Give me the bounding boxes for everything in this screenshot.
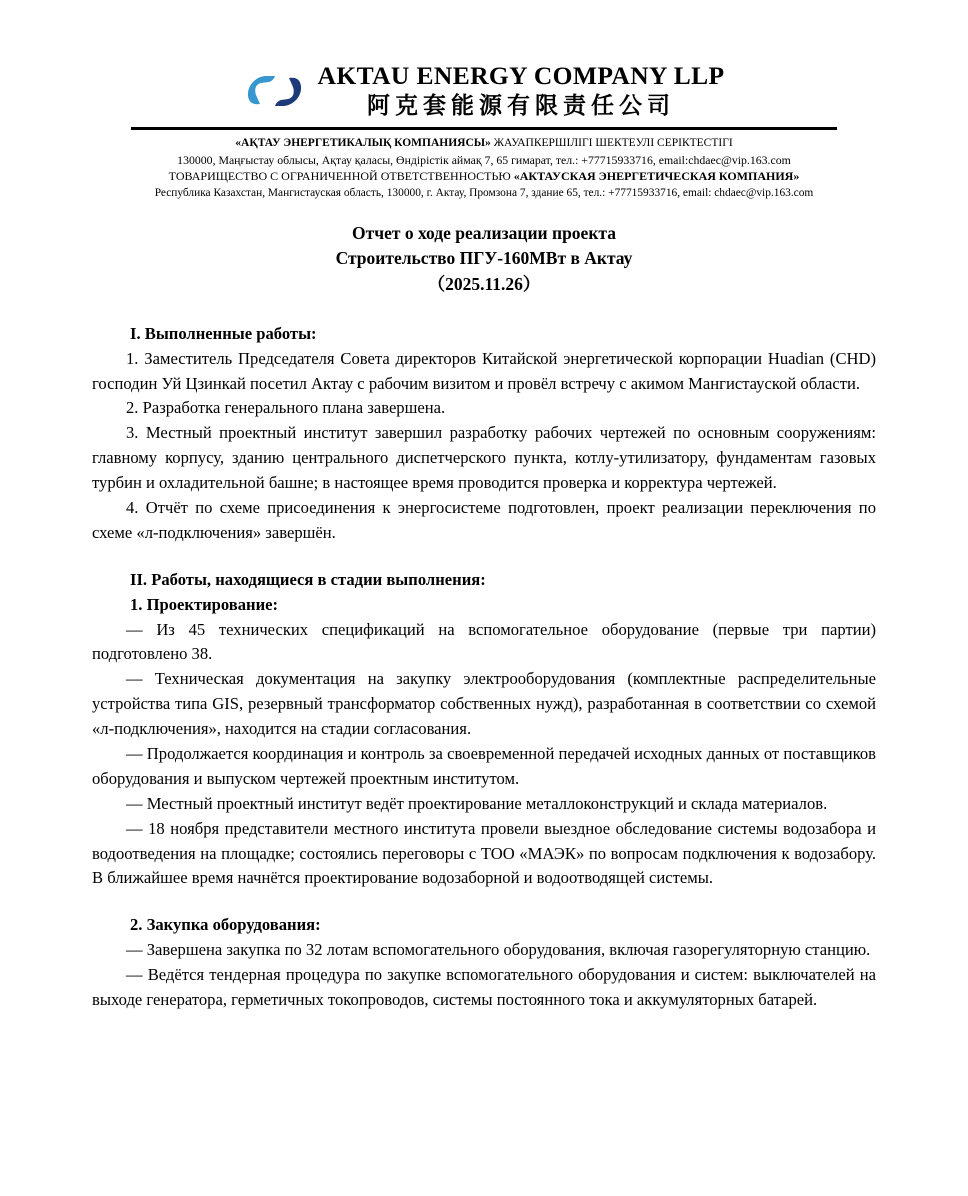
- section-2-sub-1-item-5: — 18 ноября представители местного института провели выездное обследование системы водозабора и водоотведения на площадке; состоялись переговоры с ТОО «МАЭК» по вопросам подключения к водозабору. В ближайшее время начнётся проектирование водозаборной и водоотводящей системы.: [92, 818, 876, 888]
- section-2-sub-1-item-4: — Местный проектный институт ведёт проектирование металлоконструкций и склада материалов.: [126, 793, 828, 813]
- document-title-date: （2025.11.26）: [427, 274, 541, 295]
- document-title-line-1: Отчет о ходе реализации проекта: [352, 222, 616, 243]
- section-1-item-2: 2. Разработка генерального плана завершена.: [126, 398, 446, 418]
- kazakh-company-bold: «АҚТАУ ЭНЕРГЕТИКАЛЫҚ КОМПАНИЯСЫ»: [235, 137, 491, 150]
- section-1-item-3: 3. Местный проектный институт завершил разработку рабочих чертежей по основным сооружениям: главному корпусу, зданию центрального диспетчерского пункта, котлу-утилизатору, фундаментам газовых турбин и охладительной башне; в настоящее время проводится проверка и корректура чертежей.: [92, 423, 876, 493]
- section-2-sub-1-item-3: — Продолжается координация и контроль за своевременной передачей исходных данных от поставщиков оборудования и выпуском чертежей проектным институтом.: [92, 744, 876, 788]
- letterhead-divider: [131, 127, 837, 130]
- letterhead-line-address-russian: Республика Казахстан, Мангистауская область, 130000, г. Актау, Промзона 7, здание 65, тел.: +77715933716, email: chdaec@vip.163.com: [154, 187, 814, 200]
- company-name-cn: 阿克套能源有限责任公司: [367, 92, 675, 118]
- spacer: [92, 546, 876, 568]
- letterhead-contact-block: [0, 135, 968, 201]
- letterhead-line-kazakh-name: [0, 135, 968, 151]
- document-title: [0, 221, 968, 298]
- letterhead-title-row: [0, 62, 968, 118]
- spacer: [92, 891, 876, 913]
- company-name-en: AKTAU ENERGY COMPANY LLP: [317, 61, 725, 90]
- section-2-sub-1-heading: 1. Проектирование:: [130, 594, 279, 614]
- section-2-sub-1-item-1: — Из 45 технических спецификаций на вспомогательное оборудование (первые три партии) подготовлено 38.: [92, 619, 876, 664]
- letterhead-line-address-kazakh: 130000, Маңғыстау облысы, Ақтау қаласы, Өндірістік аймақ 7, 65 гимарат, тел.: +77715933716, email:chdaec@vip.163.com: [177, 152, 791, 167]
- russian-company-plain: ТОВАРИЩЕСТВО С ОГРАНИЧЕННОЙ ОТВЕТСТВЕННОСТЬЮ: [168, 169, 514, 184]
- section-1-item-4: 4. Отчёт по схеме присоединения к энергосистеме подготовлен, проект реализации переключения по схеме «л-подключения» завершён.: [92, 497, 876, 542]
- letterhead: [0, 0, 968, 202]
- document-title-line-2: Строительство ПГУ-160МВт в Актау: [335, 248, 633, 269]
- section-2-sub-2-item-1: — Завершена закупка по 32 лотам вспомогательного оборудования, включая газорегуляторную станцию.: [126, 940, 871, 960]
- section-2-sub-2-item-2: — Ведётся тендерная процедура по закупке вспомогательного оборудования и систем: выключателей на выходе генератора, герметичных токопроводов, системы постоянного тока и аккумуляторных батарей.: [92, 965, 876, 1010]
- kazakh-company-rest: ЖАУАПКЕРШІЛІГІ ШЕКТЕУЛІ СЕРІКТЕСТІГІ: [490, 137, 733, 150]
- section-2-heading: II. Работы, находящиеся в стадии выполнения:: [130, 569, 486, 589]
- document-body: [0, 318, 968, 1013]
- section-1-item-1: 1. Заместитель Председателя Совета директоров Китайской энергетической корпорации Huadian (CHD) господин Уй Цзинкай посетил Актау с рабочим визитом и провёл встречу с акимом Мангистауской области.: [92, 348, 876, 393]
- aktau-energy-logo-icon: [244, 70, 304, 112]
- section-1-heading: I. Выполненные работы:: [130, 323, 317, 343]
- letterhead-company-names: [318, 62, 725, 118]
- letterhead-line-russian-name: [0, 168, 968, 185]
- section-2-sub-2-heading: 2. Закупка оборудования:: [130, 915, 321, 935]
- russian-company-bold: «АКТАУСКАЯ ЭНЕРГЕТИЧЕСКАЯ КОМПАНИЯ»: [513, 169, 800, 184]
- section-2-sub-1-item-2: — Техническая документация на закупку электрооборудования (комплектные распределительные устройства типа GIS, резервный трансформатор собственных нужд), разработанная в соответствии со схемой «л-подключения», находится на стадии согласования.: [92, 669, 876, 739]
